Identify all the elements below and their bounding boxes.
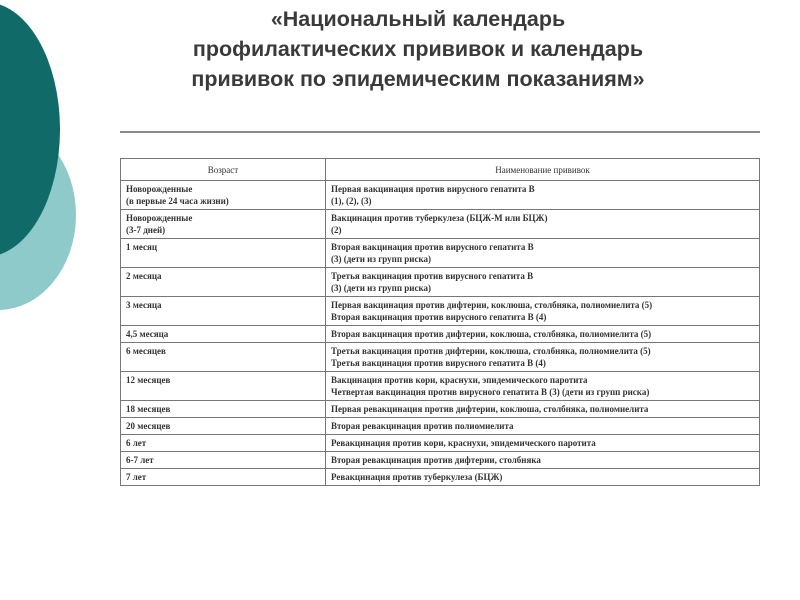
age-text: 1 месяц (126, 242, 158, 252)
age-cell (121, 297, 326, 326)
age-text: 7 лет (126, 472, 147, 482)
table-row (121, 326, 760, 343)
table-row (121, 297, 760, 326)
vaccine-text: Третья вакцинация против дифтерии, коклюша, столбняка, полиомиелита (5) (331, 346, 651, 356)
table-row (121, 469, 760, 486)
vaccine-text: Третья вакцинация против вирусного гепатита В (331, 271, 534, 281)
vaccines-cell (326, 343, 760, 372)
age-text: 3 месяца (126, 300, 162, 310)
column-header-age: Возраст (121, 159, 326, 181)
vaccine-text: Вторая вакцинация против вирусного гепатита В (331, 242, 534, 252)
age-text: Новорожденные (126, 184, 193, 194)
vaccine-text: Вакцинация против туберкулеза (БЦЖ-М или БЦЖ) (331, 213, 548, 223)
vaccine-text: Первая ревакцинация против дифтерии, коклюша, столбняка, полиомиелита (331, 404, 649, 414)
vaccines-cell (326, 181, 760, 210)
table-row (121, 418, 760, 435)
table-row (121, 239, 760, 268)
age-cell (121, 372, 326, 401)
table-row (121, 181, 760, 210)
vaccine-text: Первая вакцинация против вирусного гепатита В (331, 184, 535, 194)
age-text: 2 месяца (126, 271, 162, 281)
vaccines-cell (326, 418, 760, 435)
vaccines-cell (326, 372, 760, 401)
age-cell (121, 239, 326, 268)
age-text: 18 месяцев (126, 404, 171, 414)
age-text: (3-7 дней) (126, 225, 166, 235)
age-cell (121, 401, 326, 418)
age-cell (121, 326, 326, 343)
age-cell (121, 435, 326, 452)
vaccine-text: Вакцинация против кори, краснухи, эпидемического паротита (331, 375, 588, 385)
vaccines-cell (326, 401, 760, 418)
table-row (121, 210, 760, 239)
vaccine-text: Третья вакцинация против вирусного гепатита В (4) (331, 358, 546, 368)
vaccines-cell (326, 210, 760, 239)
vaccine-text: (3) (дети из групп риска) (331, 254, 432, 264)
age-text: 6-7 лет (126, 455, 154, 465)
vaccines-cell (326, 268, 760, 297)
vaccines-cell (326, 469, 760, 486)
vaccines-cell (326, 326, 760, 343)
vaccine-text: Вторая вакцинация против дифтерии, коклюша, столбняка, полиомиелита (5) (331, 329, 652, 339)
vaccination-schedule-table (120, 158, 760, 486)
vaccines-cell (326, 452, 760, 469)
title-divider (120, 131, 760, 133)
table-row (121, 452, 760, 469)
age-cell (121, 181, 326, 210)
age-text: (в первые 24 часа жизни) (126, 196, 229, 206)
age-text: 6 лет (126, 438, 147, 448)
vaccine-text: Ревакцинация против туберкулеза (БЦЖ) (331, 472, 503, 482)
vaccines-cell (326, 435, 760, 452)
vaccine-text: (1), (2), (3) (331, 196, 372, 206)
slide-title: «Национальный календарь профилактических прививок и календарь прививок по эпидемическим показаниям» (191, 7, 645, 91)
age-cell (121, 210, 326, 239)
table-row (121, 372, 760, 401)
table-row (121, 435, 760, 452)
age-cell (121, 469, 326, 486)
age-text: 6 месяцев (126, 346, 166, 356)
age-cell (121, 418, 326, 435)
vaccine-text: (2) (331, 225, 342, 235)
table-row (121, 268, 760, 297)
vaccine-text: Вторая вакцинация против вирусного гепатита В (4) (331, 312, 547, 322)
table-header-row (121, 159, 760, 181)
age-text: 4,5 месяца (126, 329, 169, 339)
age-cell (121, 268, 326, 297)
vaccine-text: (3) (дети из групп риска) (331, 283, 432, 293)
vaccine-text: Вторая ревакцинация против дифтерии, столбняка (331, 455, 541, 465)
vaccine-text: Первая вакцинация против дифтерии, коклюша, столбняка, полиомиелита (5) (331, 300, 653, 310)
vaccines-cell (326, 239, 760, 268)
age-cell (121, 452, 326, 469)
vaccines-cell (326, 297, 760, 326)
vaccine-text: Четвертая вакцинация против вирусного гепатита В (3) (дети из групп риска) (331, 387, 650, 397)
vaccine-text: Ревакцинация против кори, краснухи, эпидемического паротита (331, 438, 596, 448)
vaccine-text: Вторая ревакцинация против полиомиелита (331, 421, 514, 431)
table-row (121, 343, 760, 372)
table-body (121, 181, 760, 486)
table-row (121, 401, 760, 418)
column-header-vaccines: Наименование прививок (326, 159, 760, 181)
age-text: 12 месяцев (126, 375, 171, 385)
age-text: 20 месяцев (126, 421, 171, 431)
age-text: Новорожденные (126, 213, 193, 223)
age-cell (121, 343, 326, 372)
